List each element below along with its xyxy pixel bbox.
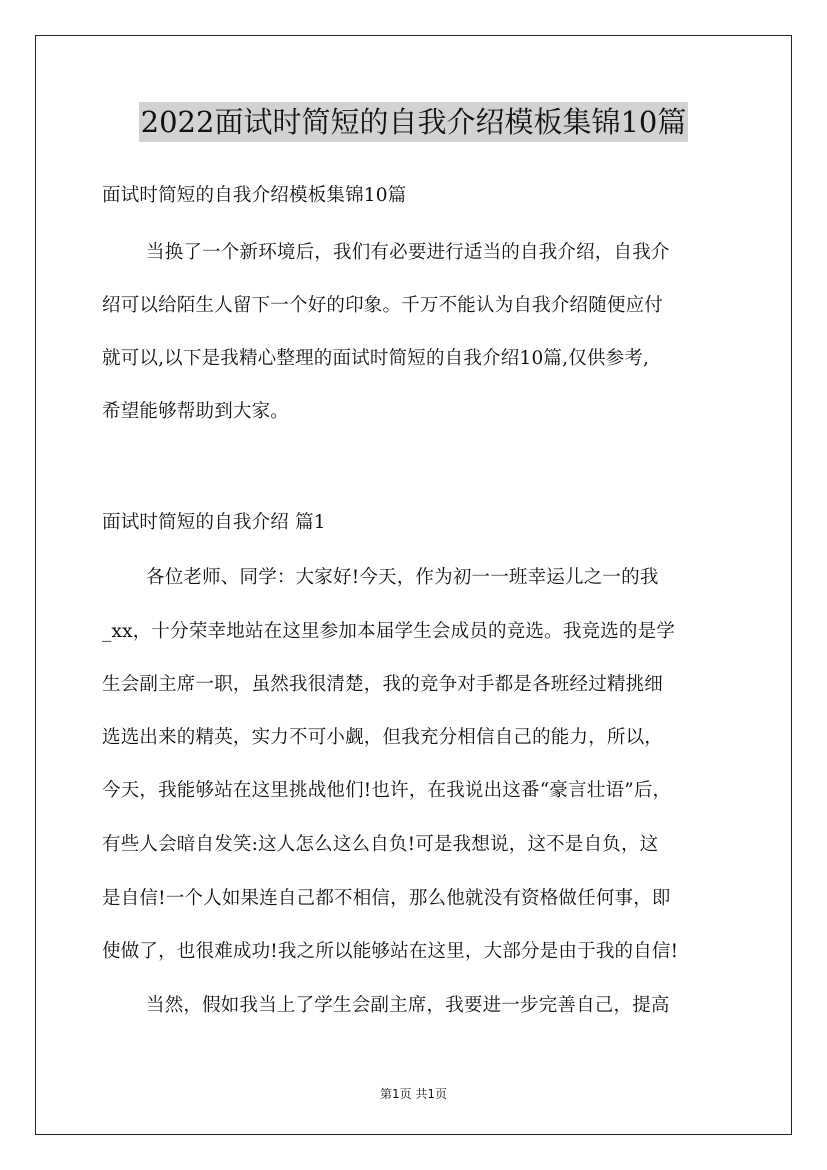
body-line: 今天，我能够站在这里挑战他们!也许，在我说出这番“豪言壮语”后，	[102, 780, 672, 801]
body-line: 使做了，也很难成功!我之所以能够站在这里，大部分是由于我的自信!	[102, 941, 679, 962]
body-line: 选选出来的精英，实力不可小觑，但我充分相信自己的能力，所以，	[102, 727, 664, 748]
page-footer: 第1页 共1页	[379, 1087, 448, 1101]
body-line: 是自信!一个人如果连自己都不相信，那么他就没有资格做任何事，即	[102, 888, 671, 909]
body-line: _xx，十分荣幸地站在这里参加本届学生会成员的竞选。我竞选的是学	[102, 621, 676, 642]
document-title: 2022面试时简短的自我介绍模板集锦10篇	[139, 102, 689, 142]
title-container	[0, 102, 827, 142]
intro-line: 就可以,以下是我精心整理的面试时简短的自我介绍10篇,仅供参考,	[102, 348, 650, 369]
intro-line: 绍可以给陌生人留下一个好的印象。千万不能认为自我介绍随便应付	[102, 295, 664, 316]
body-line: 当然，假如我当上了学生会副主席，我要进一步完善自己，提高	[146, 995, 670, 1016]
body-line: 各位老师、同学：大家好!今天，作为初一一班幸运儿之一的我	[146, 567, 659, 588]
section-heading: 面试时简短的自我介绍 篇1	[102, 512, 326, 533]
document-subtitle: 面试时简短的自我介绍模板集锦10篇	[102, 185, 407, 206]
body-line: 生会副主席一职，虽然我很清楚，我的竞争对手都是各班经过精挑细	[102, 674, 664, 695]
intro-line: 希望能够帮助到大家。	[102, 401, 290, 422]
body-line: 有些人会暗自发笑:这人怎么这么自负!可是我想说，这不是自负，这	[102, 834, 659, 855]
intro-line: 当换了一个新环境后，我们有必要进行适当的自我介绍，自我介	[146, 242, 670, 263]
